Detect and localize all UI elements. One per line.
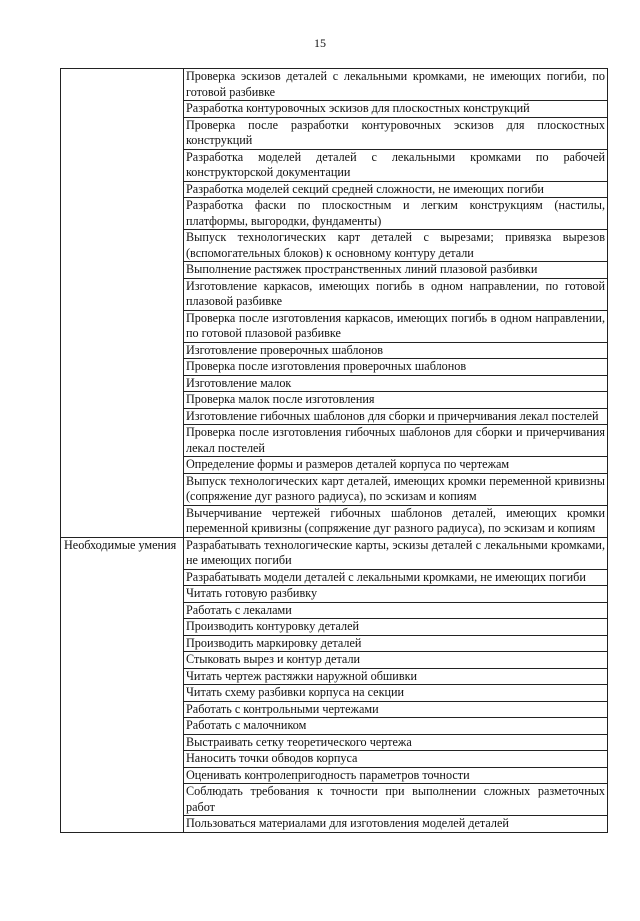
table-cell-item: Оценивать контролепригодность параметров точности (184, 767, 608, 784)
table-cell-item: Проверка после разработки контуровочных эскизов для плоскостных конструкций (184, 117, 608, 149)
table-cell-item: Разработка контуровочных эскизов для плоскостных конструкций (184, 101, 608, 118)
table-cell-item: Работать с малочником (184, 718, 608, 735)
table-cell-item: Выпуск технологических карт деталей с вырезами; привязка вырезов (вспомогательных блоков) к основному контуру детали (184, 230, 608, 262)
table-cell-item: Выполнение растяжек пространственных линий плазовой разбивки (184, 262, 608, 279)
table-row (61, 537, 608, 569)
section-heading: Необходимые умения (61, 537, 184, 832)
table-cell-item: Соблюдать требования к точности при выполнении сложных разметочных работ (184, 784, 608, 816)
competency-table (60, 68, 608, 833)
table-cell-item: Проверка после изготовления гибочных шаблонов для сборки и причерчивания лекал постелей (184, 425, 608, 457)
table-cell-item: Разработка моделей деталей с лекальными кромками по рабочей конструкторской документации (184, 149, 608, 181)
table-cell-item: Изготовление гибочных шаблонов для сборки и причерчивания лекал постелей (184, 408, 608, 425)
table-cell-item: Стыковать вырез и контур детали (184, 652, 608, 669)
table-cell-item: Вычерчивание чертежей гибочных шаблонов деталей, имеющих кромки переменной кривизны (сопряжение дуг разного радиуса), по эскизам и копиям (184, 505, 608, 537)
table-cell-item: Производить маркировку деталей (184, 635, 608, 652)
page-number: 15 (314, 36, 326, 50)
table-cell-item: Пользоваться материалами для изготовления моделей деталей (184, 816, 608, 833)
table-cell-item: Изготовление малок (184, 375, 608, 392)
table-cell-item: Разработка фаски по плоскостным и легким конструкциям (настилы, платформы, выгородки, фундаменты) (184, 198, 608, 230)
table-cell-item: Проверка после изготовления проверочных шаблонов (184, 359, 608, 376)
table-cell-item: Производить контуровку деталей (184, 619, 608, 636)
table-cell-item: Работать с контрольными чертежами (184, 701, 608, 718)
table-cell-item: Изготовление каркасов, имеющих погибь в одном направлении, по готовой плазовой разбивке (184, 278, 608, 310)
table-cell-item: Выстраивать сетку теоретического чертежа (184, 734, 608, 751)
table-cell-item: Разрабатывать модели деталей с лекальными кромками, не имеющих погиби (184, 569, 608, 586)
section-heading (61, 69, 184, 538)
table-cell-item: Разрабатывать технологические карты, эскизы деталей с лекальными кромками, не имеющих погиби (184, 537, 608, 569)
table-cell-item: Изготовление проверочных шаблонов (184, 342, 608, 359)
table-cell-item: Работать с лекалами (184, 602, 608, 619)
table-cell-item: Определение формы и размеров деталей корпуса по чертежам (184, 457, 608, 474)
table-cell-item: Проверка после изготовления каркасов, имеющих погибь в одном направлении, по готовой плазовой разбивке (184, 310, 608, 342)
table-cell-item: Читать готовую разбивку (184, 586, 608, 603)
table-cell-item: Выпуск технологических карт деталей, имеющих кромки переменной кривизны (сопряжение дуг разного радиуса), по эскизам и копиям (184, 473, 608, 505)
table-cell-item: Разработка моделей секций средней сложности, не имеющих погиби (184, 181, 608, 198)
table-cell-item: Проверка эскизов деталей с лекальными кромками, не имеющих погиби, по готовой разбивке (184, 69, 608, 101)
table-row (61, 69, 608, 101)
table-cell-item: Читать чертеж растяжки наружной обшивки (184, 668, 608, 685)
table-cell-item: Проверка малок после изготовления (184, 392, 608, 409)
table-cell-item: Наносить точки обводов корпуса (184, 751, 608, 768)
table-cell-item: Читать схему разбивки корпуса на секции (184, 685, 608, 702)
